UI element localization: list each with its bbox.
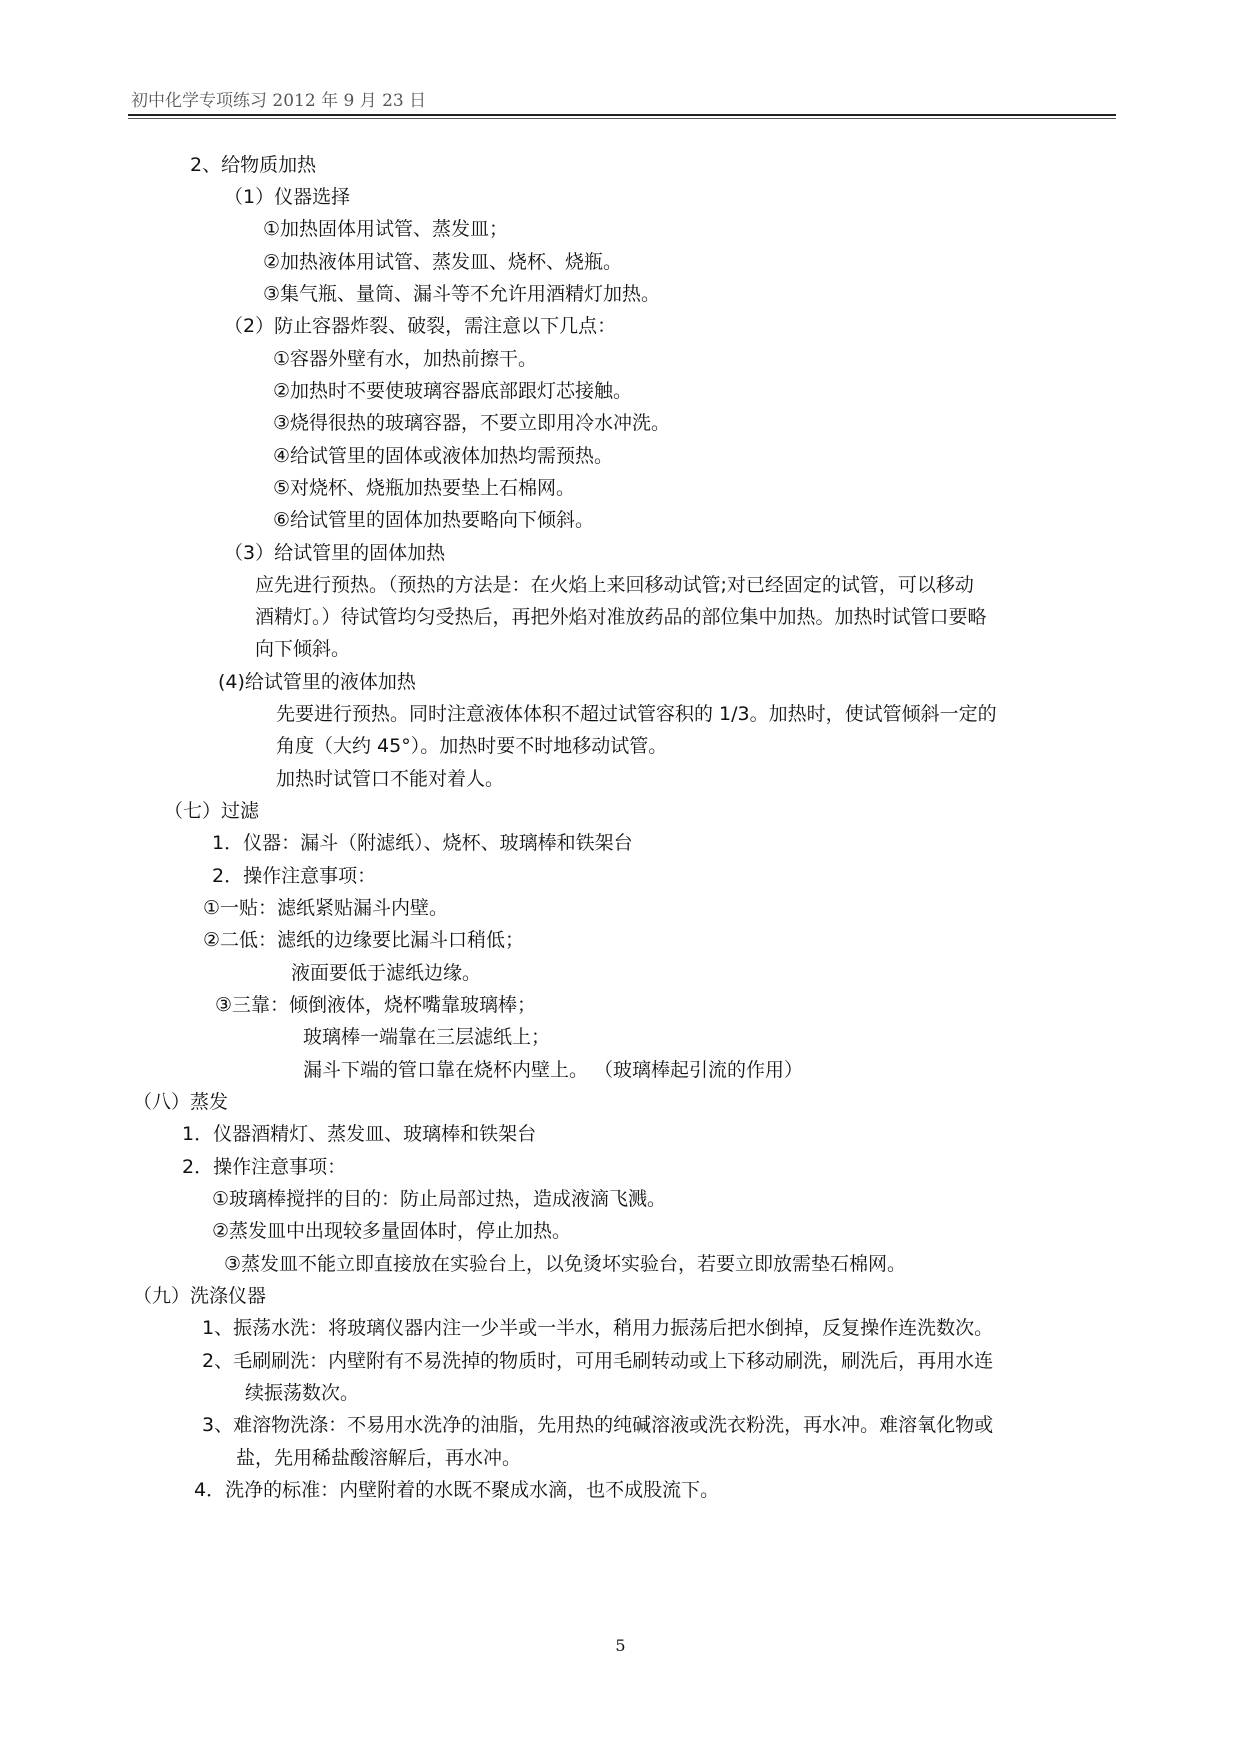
list-item: 4．洗净的标准：内壁附着的水既不聚成水滴，也不成股流下。 bbox=[194, 1479, 720, 1501]
subsection-heading: （1）仪器选择 bbox=[224, 186, 351, 208]
page-number: 5 bbox=[615, 1636, 626, 1655]
list-item: ②蒸发皿中出现较多量固体时，停止加热。 bbox=[212, 1220, 572, 1242]
list-item: ①一贴：滤纸紧贴漏斗内壁。 bbox=[203, 897, 449, 919]
list-item: 2．操作注意事项： bbox=[212, 865, 377, 887]
subsection-heading: （2）防止容器炸裂、破裂，需注意以下几点： bbox=[224, 315, 617, 337]
list-item: 1．仪器：漏斗（附滤纸）、烧杯、玻璃棒和铁架台 bbox=[212, 832, 633, 854]
list-item: ③蒸发皿不能立即直接放在实验台上，以免烫坏实验台，若要立即放需垫石棉网。 bbox=[224, 1253, 907, 1275]
section-heading: （九）洗涤仪器 bbox=[133, 1285, 267, 1307]
list-item: ②二低：滤纸的边缘要比漏斗口稍低； bbox=[203, 929, 525, 951]
list-item: 1、振荡水洗：将玻璃仪器内注一少半或一半水，稍用力振荡后把水倒掉，反复操作连洗数次。 bbox=[202, 1317, 994, 1339]
list-item: ⑤对烧杯、烧瓶加热要垫上石棉网。 bbox=[273, 477, 576, 499]
subsection-heading: （3）给试管里的固体加热 bbox=[224, 542, 446, 564]
paragraph-line: 应先进行预热。（预热的方法是：在火焰上来回移动试管;对已经固定的试管，可以移动 bbox=[255, 574, 974, 596]
page-header: 初中化学专项练习 2012 年 9 月 23 日 bbox=[131, 91, 427, 111]
list-item: ③三靠：倾倒液体，烧杯嘴靠玻璃棒； bbox=[215, 994, 537, 1016]
list-item: ①加热固体用试管、蒸发皿； bbox=[263, 218, 509, 240]
list-item: ①玻璃棒搅拌的目的：防止局部过热，造成液滴飞溅。 bbox=[212, 1188, 667, 1210]
list-item: 2．操作注意事项： bbox=[182, 1156, 347, 1178]
section-heading: （八）蒸发 bbox=[133, 1091, 229, 1113]
list-item: 1．仪器酒精灯、蒸发皿、玻璃棒和铁架台 bbox=[182, 1123, 537, 1145]
paragraph-line: 向下倾斜。 bbox=[255, 638, 351, 660]
paragraph-line: 盐，先用稀盐酸溶解后，再水冲。 bbox=[236, 1447, 522, 1469]
list-item: ①容器外壁有水，加热前擦干。 bbox=[273, 348, 538, 370]
list-item: 漏斗下端的管口靠在烧杯内壁上。 （玻璃棒起引流的作用） bbox=[303, 1059, 804, 1081]
paragraph-line: 先要进行预热。同时注意液体体积不超过试管容积的 1/3。加热时，使试管倾斜一定的 bbox=[276, 703, 997, 725]
list-item: ③集气瓶、量筒、漏斗等不允许用酒精灯加热。 bbox=[263, 283, 661, 305]
paragraph-line: 续振荡数次。 bbox=[245, 1382, 360, 1404]
list-item: ③烧得很热的玻璃容器，不要立即用冷水冲洗。 bbox=[273, 412, 671, 434]
paragraph-line: 加热时试管口不能对着人。 bbox=[276, 768, 505, 790]
section-heading: （七）过滤 bbox=[164, 800, 260, 822]
list-item: ②加热液体用试管、蒸发皿、烧杯、烧瓶。 bbox=[263, 251, 623, 273]
header-rule bbox=[128, 114, 1116, 116]
list-item: ⑥给试管里的固体加热要略向下倾斜。 bbox=[273, 509, 595, 531]
header-rule-thin bbox=[128, 118, 1116, 119]
list-item: ②加热时不要使玻璃容器底部跟灯芯接触。 bbox=[273, 380, 633, 402]
list-item: 液面要低于滤纸边缘。 bbox=[291, 962, 482, 984]
paragraph-line: 角度（大约 45°）。加热时要不时地移动试管。 bbox=[276, 735, 668, 757]
list-item: 3、难溶物洗涤：不易用水洗净的油脂，先用热的纯碱溶液或洗衣粉洗，再水冲。难溶氧化物或 bbox=[202, 1414, 994, 1436]
section-heading: 2、给物质加热 bbox=[190, 154, 317, 176]
paragraph-line: 酒精灯。）待试管均匀受热后，再把外焰对准放药品的部位集中加热。加热时试管口要略 bbox=[255, 606, 987, 628]
list-item: 2、毛刷刷洗：内壁附有不易洗掉的物质时，可用毛刷转动或上下移动刷洗，刷洗后，再用水连 bbox=[202, 1350, 994, 1372]
subsection-heading: (4)给试管里的液体加热 bbox=[218, 671, 416, 693]
list-item: ④给试管里的固体或液体加热均需预热。 bbox=[273, 445, 614, 467]
list-item: 玻璃棒一端靠在三层滤纸上； bbox=[303, 1026, 551, 1048]
